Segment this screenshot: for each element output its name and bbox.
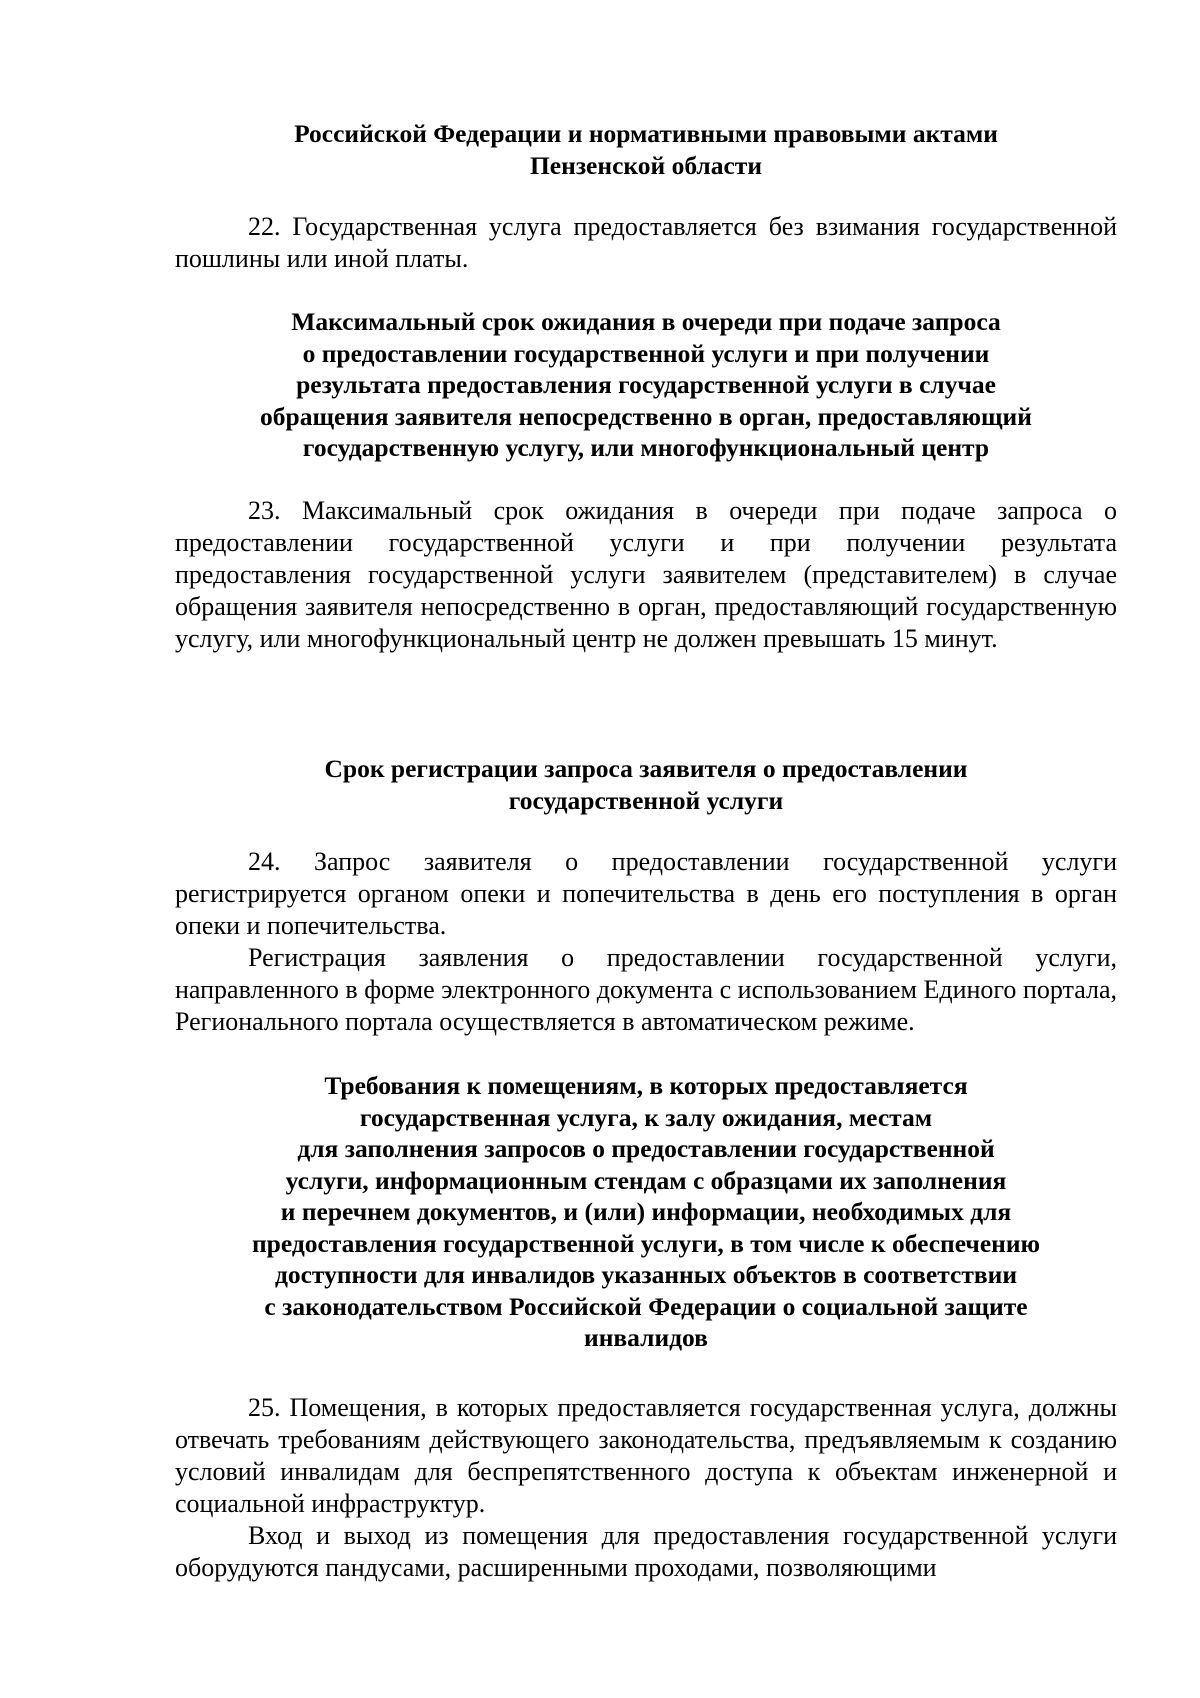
- section-heading-4: [175, 1070, 1117, 1354]
- heading-line: услуги, информационным стендам с образцами их заполнения: [285, 1165, 1007, 1195]
- heading-line: обращения заявителя непосредственно в орган, предоставляющий: [260, 401, 1032, 431]
- heading-line: государственной услуги: [508, 785, 784, 815]
- paragraph-25: 25. Помещения, в которых предоставляется государственная услуга, должны отвечать требованиям действующего законодательства, предъявляемым к созданию условий инвалидам для беспрепятственного доступа к объектам инженерной и социальной инфраструктур.: [175, 1393, 1117, 1518]
- heading-line: Российской Федерации и нормативными правовыми актами: [294, 119, 998, 148]
- heading-line: государственную услугу, или многофункциональный центр: [302, 433, 990, 462]
- section-heading-1: [175, 118, 1117, 181]
- paragraph-22: 22. Государственная услуга предоставляется без взимания государственной пошлины или иной платы.: [175, 212, 1117, 273]
- heading-line: государственная услуга, к залу ожидания, местам: [359, 1102, 933, 1132]
- paragraph-23: 23. Максимальный срок ожидания в очереди при подаче запроса о предоставлении государственной услуги и при получении результата предоставления государственной услуги заявителем (представителем) в случае обращения заявителя непосредственно в орган, предоставляющий государственную услугу, или многофункциональный центр не должен превышать 15 минут.: [175, 496, 1117, 653]
- heading-line: о предоставлении государственной услуги и при получении: [302, 338, 990, 368]
- paragraph-24: 24. Запрос заявителя о предоставлении государственной услуги регистрируется органом опеки и попечительства в день его поступления в орган опеки и попечительства.: [175, 847, 1117, 940]
- paragraph-24-registration: Регистрация заявления о предоставлении государственной услуги, направленного в форме электронного документа с использованием Единого портала, Регионального портала осуществляется в автоматическом режиме.: [175, 943, 1117, 1036]
- heading-line: Требования к помещениям, в которых предоставляется: [324, 1071, 968, 1100]
- heading-line: для заполнения запросов о предоставлении государственной: [297, 1134, 995, 1163]
- heading-line: Срок регистрации запроса заявителя о предоставлении: [324, 754, 968, 783]
- heading-line: с законодательством Российской Федерации о социальной защите: [264, 1291, 1028, 1321]
- heading-line: доступности для инвалидов указанных объектов в соответствии: [274, 1260, 1018, 1289]
- section-heading-2: [175, 306, 1117, 464]
- heading-line: и перечнем документов, и (или) информации, необходимых для: [280, 1197, 1012, 1226]
- paragraph-25-entrance: Вход и выход из помещения для предоставления государственной услуги оборудуются пандусами, расширенными проходами, позволяющими: [175, 1521, 1117, 1582]
- heading-line: Пензенской области: [529, 150, 763, 180]
- heading-line: инвалидов: [584, 1323, 708, 1352]
- heading-line: предоставления государственной услуги, в том числе к обеспечению: [251, 1228, 1041, 1258]
- heading-line: Максимальный срок ожидания в очереди при подаче запроса: [291, 307, 1001, 336]
- heading-line: результата предоставления государственной услуги в случае: [296, 370, 996, 399]
- section-heading-3: [175, 753, 1117, 816]
